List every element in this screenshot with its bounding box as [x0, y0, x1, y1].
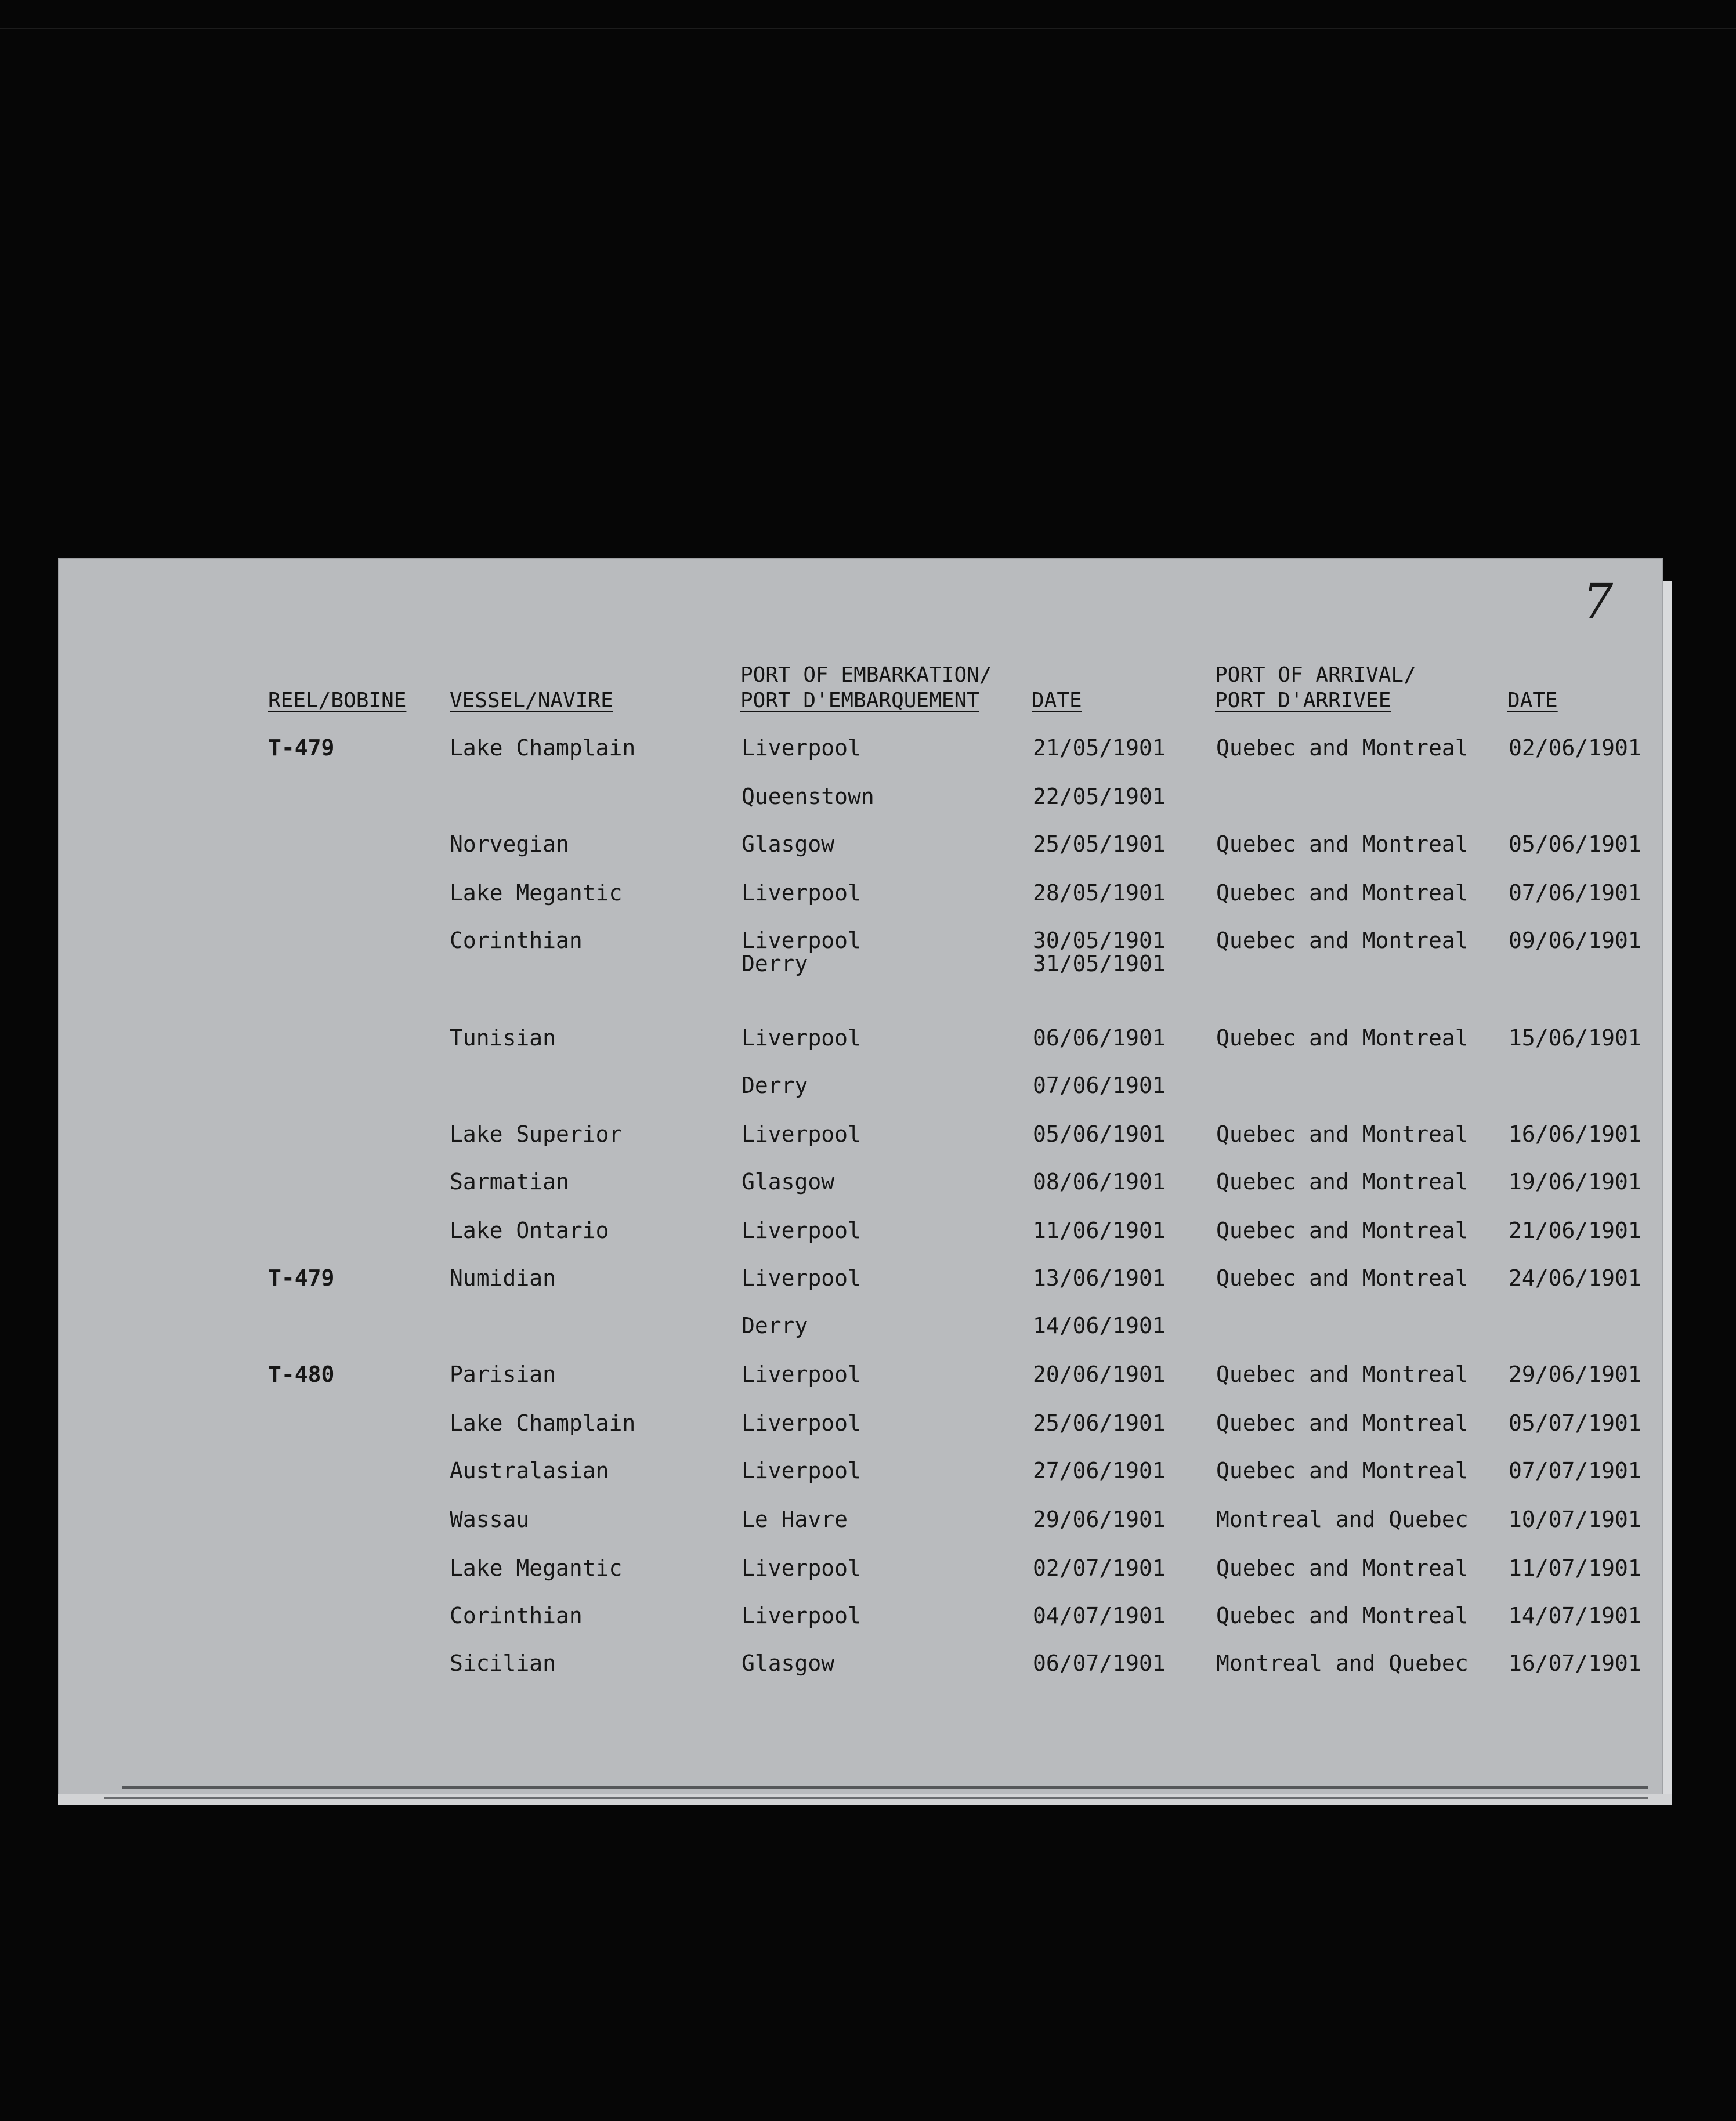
- embark-port-cell: Glasgow: [742, 1169, 835, 1195]
- header-date-arrival: DATE: [1507, 689, 1558, 712]
- embark-date-cell: 27/06/1901: [1033, 1458, 1166, 1483]
- vessel-cell: Norvegian: [450, 831, 569, 857]
- header-arrival-2: PORT D'ARRIVEE: [1215, 689, 1391, 712]
- arrival-date-cell: 16/06/1901: [1509, 1121, 1641, 1147]
- arrival-port-cell: Montreal and Quebec: [1216, 1507, 1469, 1532]
- arrival-date-cell: 07/06/1901: [1509, 880, 1641, 906]
- arrival-date-cell: 11/07/1901: [1509, 1555, 1641, 1581]
- vessel-cell: Corinthian: [450, 928, 583, 953]
- embark-date-cell: 04/07/1901: [1033, 1603, 1166, 1628]
- embark-port-cell: Liverpool: [742, 1121, 861, 1147]
- header-vessel: VESSEL/NAVIRE: [450, 689, 613, 712]
- vessel-cell: Lake Megantic: [450, 880, 623, 906]
- embark-port-cell: Liverpool: [742, 1555, 861, 1581]
- arrival-date-cell: 16/07/1901: [1509, 1651, 1641, 1676]
- arrival-port-cell: Quebec and Montreal: [1216, 831, 1469, 857]
- embark-port-cell: Glasgow: [742, 831, 835, 857]
- embark-port-cell: Liverpool: [742, 1410, 861, 1436]
- embark-date-cell: 07/06/1901: [1033, 1073, 1166, 1098]
- arrival-date-cell: 05/06/1901: [1509, 831, 1641, 857]
- embark-date-cell: 06/07/1901: [1033, 1651, 1166, 1676]
- arrival-port-cell: Quebec and Montreal: [1216, 1218, 1469, 1243]
- embark-port-cell: Liverpool: [742, 880, 861, 906]
- embark-port-cell: Liverpool: [742, 1218, 861, 1243]
- embark-port-cell: Liverpool: [742, 1603, 861, 1628]
- arrival-port-cell: Montreal and Quebec: [1216, 1651, 1469, 1676]
- embark-date-cell: 30/05/1901: [1033, 928, 1166, 953]
- arrival-date-cell: 29/06/1901: [1509, 1362, 1641, 1387]
- arrival-port-cell: Quebec and Montreal: [1216, 735, 1469, 761]
- arrival-port-cell: Quebec and Montreal: [1216, 1458, 1469, 1483]
- embark-date-cell: 22/05/1901: [1033, 784, 1166, 809]
- embark-date-cell: 25/05/1901: [1033, 831, 1166, 857]
- embark-port-cell: Liverpool: [742, 1362, 861, 1387]
- arrival-date-cell: 07/07/1901: [1509, 1458, 1641, 1483]
- embark-date-cell: 20/06/1901: [1033, 1362, 1166, 1387]
- arrival-date-cell: 09/06/1901: [1509, 928, 1641, 953]
- vessel-cell: Wassau: [450, 1507, 530, 1532]
- arrival-date-cell: 14/07/1901: [1509, 1603, 1641, 1628]
- arrival-date-cell: 21/06/1901: [1509, 1218, 1641, 1243]
- embark-date-cell: 05/06/1901: [1033, 1121, 1166, 1147]
- header-embark-1: PORT OF EMBARKATION/: [740, 663, 992, 687]
- vessel-cell: Tunisian: [450, 1025, 556, 1051]
- embark-date-cell: 21/05/1901: [1033, 735, 1166, 761]
- header-date-embark: DATE: [1032, 689, 1082, 712]
- header-embark-2: PORT D'EMBARQUEMENT: [740, 689, 979, 712]
- embark-date-cell: 29/06/1901: [1033, 1507, 1166, 1532]
- reel-cell: T-480: [268, 1362, 335, 1387]
- arrival-date-cell: 10/07/1901: [1509, 1507, 1641, 1532]
- vessel-cell: Lake Megantic: [450, 1555, 623, 1581]
- reel-cell: T-479: [268, 735, 335, 761]
- embark-port-cell: Glasgow: [742, 1651, 835, 1676]
- vessel-cell: Sicilian: [450, 1651, 556, 1676]
- embark-port-cell: Liverpool: [742, 1265, 861, 1291]
- embark-date-cell: 08/06/1901: [1033, 1169, 1166, 1195]
- arrival-port-cell: Quebec and Montreal: [1216, 1555, 1469, 1581]
- embark-date-cell: 13/06/1901: [1033, 1265, 1166, 1291]
- arrival-port-cell: Quebec and Montreal: [1216, 1169, 1469, 1195]
- bottom-rule: [122, 1786, 1648, 1789]
- arrival-port-cell: Quebec and Montreal: [1216, 880, 1469, 906]
- arrival-port-cell: Quebec and Montreal: [1216, 1410, 1469, 1436]
- arrival-port-cell: Quebec and Montreal: [1216, 1362, 1469, 1387]
- arrival-date-cell: 15/06/1901: [1509, 1025, 1641, 1051]
- embark-port-cell: Liverpool: [742, 735, 861, 761]
- vessel-cell: Australasian: [450, 1458, 609, 1483]
- arrival-date-cell: 24/06/1901: [1509, 1265, 1641, 1291]
- embark-date-cell: 02/07/1901: [1033, 1555, 1166, 1581]
- embark-port-cell: Derry: [742, 951, 808, 976]
- embark-port-cell: Liverpool: [742, 928, 861, 953]
- arrival-date-cell: 02/06/1901: [1509, 735, 1641, 761]
- page-number: 7: [1583, 574, 1614, 629]
- vessel-cell: Lake Superior: [450, 1121, 623, 1147]
- embark-port-cell: Derry: [742, 1073, 808, 1098]
- embark-date-cell: 28/05/1901: [1033, 880, 1166, 906]
- embark-port-cell: Liverpool: [742, 1458, 861, 1483]
- bottom-rule-lower: [104, 1797, 1648, 1799]
- page-edge: [1663, 581, 1672, 1805]
- arrival-date-cell: 05/07/1901: [1509, 1410, 1641, 1436]
- arrival-port-cell: Quebec and Montreal: [1216, 928, 1469, 953]
- embark-date-cell: 11/06/1901: [1033, 1218, 1166, 1243]
- arrival-port-cell: Quebec and Montreal: [1216, 1265, 1469, 1291]
- vessel-cell: Numidian: [450, 1265, 556, 1291]
- header-reel: REEL/BOBINE: [268, 689, 407, 712]
- film-border-line: [0, 28, 1736, 29]
- vessel-cell: Sarmatian: [450, 1169, 569, 1195]
- vessel-cell: Lake Champlain: [450, 735, 636, 761]
- embark-date-cell: 14/06/1901: [1033, 1313, 1166, 1338]
- embark-date-cell: 06/06/1901: [1033, 1025, 1166, 1051]
- arrival-date-cell: 19/06/1901: [1509, 1169, 1641, 1195]
- embark-port-cell: Derry: [742, 1313, 808, 1338]
- header-arrival-1: PORT OF ARRIVAL/: [1215, 663, 1416, 687]
- embark-port-cell: Le Havre: [742, 1507, 848, 1532]
- embark-port-cell: Liverpool: [742, 1025, 861, 1051]
- arrival-port-cell: Quebec and Montreal: [1216, 1025, 1469, 1051]
- vessel-cell: Lake Champlain: [450, 1410, 636, 1436]
- embark-port-cell: Queenstown: [742, 784, 874, 809]
- arrival-port-cell: Quebec and Montreal: [1216, 1603, 1469, 1628]
- embark-date-cell: 25/06/1901: [1033, 1410, 1166, 1436]
- reel-cell: T-479: [268, 1265, 335, 1291]
- vessel-cell: Lake Ontario: [450, 1218, 609, 1243]
- arrival-port-cell: Quebec and Montreal: [1216, 1121, 1469, 1147]
- vessel-cell: Parisian: [450, 1362, 556, 1387]
- embark-date-cell: 31/05/1901: [1033, 951, 1166, 976]
- vessel-cell: Corinthian: [450, 1603, 583, 1628]
- page-bottom-edge: [58, 1794, 1672, 1805]
